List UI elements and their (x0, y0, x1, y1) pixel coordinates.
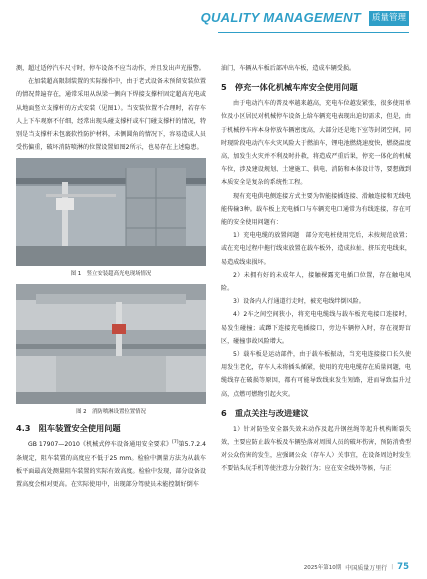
paragraph: 在加装超高限制装置的实际操作中，由于老式设备未预留安装位置的情况普遍存在，通常采用从纵梁一侧向下焊接支撑杆固定超高光电或从地面竖立支撑杆的方式安装（见图1）。当安装位置不合理时，若存车人上下车观察不仔细，经常出现头碰支撑杆或车门碰支撑杆的情况，特别是当支撑杆未包裹软性防护材料，未侧圆角的情况下，容易造成人员受伤偏重，破坏消防喷淋的位置设置如图2所示，也易存在上述隐患。 (16, 78, 206, 152)
header-divider (218, 32, 409, 33)
figure-1-image (16, 158, 206, 266)
section-6-title: 6 重点关注与改进建议 (221, 407, 309, 418)
section-header-title: QUALITY MANAGEMENT (200, 10, 361, 25)
paragraph (16, 438, 206, 491)
page-header (0, 10, 427, 36)
figure-2-photo (16, 284, 206, 404)
page-footer (304, 561, 409, 573)
figure-1-photo (16, 158, 206, 266)
right-column (221, 62, 411, 476)
list-item: 1）充电电缆的放置问题 部分充电桩使用完后，未按规范放置；或在充电过程中拖行线束放置在载车板外，造成拉扯、挤压充电线束，易造成线束损坏。 (221, 232, 411, 266)
paragraph: 油门，车辆从车板后部冲出车板，造成车辆受损。 (221, 65, 356, 72)
paragraph: 1）针对防坠安全器失效未动作及起升钢丝绳等起升机构断裂失效，主要应防止载车板及车辆坠落对周围人员的破坏伤害，预防消费型对公众伤害的发生，应强调公众（存车人）关事宜，在设备周边时发生不要钻头玩手机等使注意力分散行为；应在安全线外等候，与正 (221, 425, 411, 473)
figure-2-image (16, 284, 206, 404)
paragraph: 现有充电供电侧连接方式主要为智能接插连接、滑触连接和无线电能传输3种。载车板上充电插口与车辆充电口通常为有线连接，存在可能的安全使用问题有： (221, 192, 411, 227)
figure-2-caption: 图 2 消防喷淋设置位置情况 (76, 409, 146, 416)
section-5-title: 5 停充一体化机械车库安全使用问题 (221, 82, 358, 93)
page-number: 75 (397, 562, 409, 572)
section-header-badge: 质量管理 (369, 11, 409, 26)
paragraph-text: GB 17907—2010《机械式停车设备通用安全要求》 (28, 441, 173, 449)
left-column (16, 62, 206, 491)
figure-1-caption: 图 1 竖立安装超高光电现场情况 (70, 271, 152, 278)
paragraph: 测，超过适停汽车尺寸时，停车设备不应当动作，并且发出声光报警。 (16, 65, 205, 72)
paragraph: 由于电动汽车的普及率越来越高，充电车位越发紧张，很多使用单位及小区居民对机械停车设备上给车辆充电表现出迫切需求，但是，由于机械停车库本身停放车辆密度高，大部分还是地下室等封闭空间，同时现阶段电动汽车火灾风险大于燃油车，锂电池燃烧速度快，燃烧温度高，加发生火灾并不利及时扑救，将造成严重后果，停充一体化的机械车位，涉及建设规划、土建施工、供电、消防和本体设计等，要想做到本质安全是复杂的系统性工程。 (221, 100, 411, 187)
issue-label: 2025年第10期 (303, 565, 342, 571)
footer-separator: | (391, 564, 394, 570)
list-item: 5）载车板是运动部件，由于载车板振动，当充电连接接口长久使用发生老化，存车人未将插头插紧，使用的充电电缆存在质量问题，电缆线存在破损等原因，都有可能导致线束发生短路，进而导致温升过高，点燃可燃物引起火灾。 (221, 351, 411, 398)
citation-ref: [7] (172, 440, 179, 446)
list-item: 3）设备内人行通道行走时，被充电线绊倒风险。 (233, 298, 365, 306)
section-4-3-title: 4.3 阻车装置安全使用问题 (16, 423, 121, 434)
list-item: 2）未拥有好的未成年人，接触裸露充电插口位置，存在触电风险。 (221, 271, 411, 293)
list-item: 4）2车之间空间狭小，将充电电缆线与载车板充电接口连接时，易发生碰撞；或蹲下连接充电插接口，旁边车辆停入时，存在视野盲区，碰撞事故风险增大。 (221, 311, 411, 345)
paragraph-text: 第5.7.2.4条规定，阻车装置的高度应不低于25 mm。检验中测量方法为从载车板平面最高处测量阻车装置的实际有效高度。检验中发现，部分设备设置高度会相对更高。在实际使用中，出现部分驾驶员未能控制好倒车 (16, 441, 206, 489)
magazine-name: 中国质量万里行 (345, 564, 388, 572)
